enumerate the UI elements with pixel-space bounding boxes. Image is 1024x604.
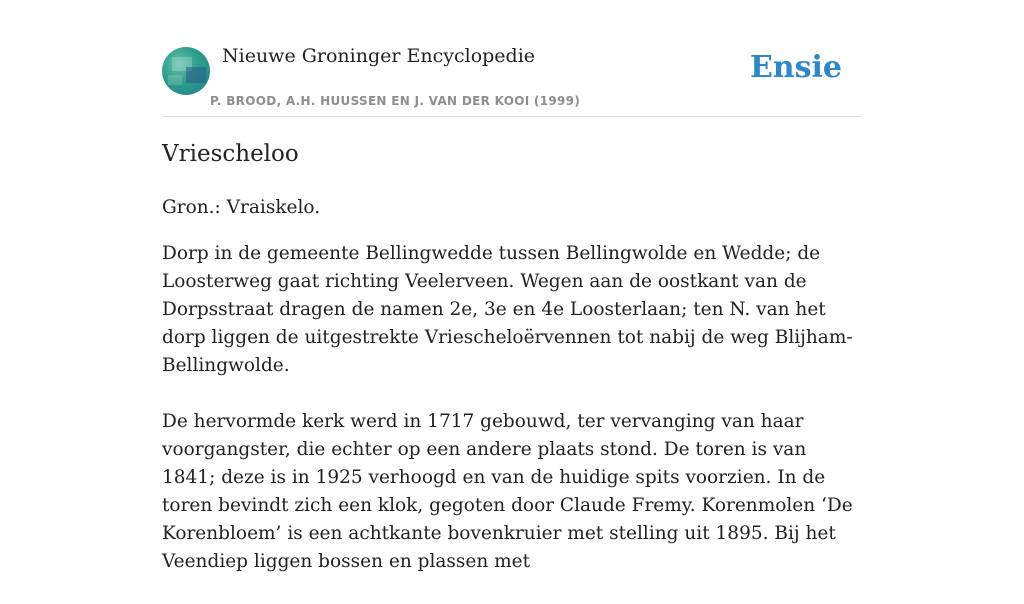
cover-art-shape <box>186 67 206 83</box>
entry-content <box>162 136 862 604</box>
source-title[interactable]: Nieuwe Groninger Encyclopedie <box>222 45 536 67</box>
book-cover-avatar[interactable] <box>162 47 210 95</box>
source-header <box>162 0 862 117</box>
entry-alias: Gron.: Vraiskelo. <box>162 197 321 218</box>
entry-paragraph: De hervormde kerk werd in 1717 gebouwd, ter vervanging van haar voorgangster, die echter op een andere plaats stond. De toren is van 1841; deze is in 1925 verhoogd en van de huidige spits voorzien. In de toren bevindt zich een klok, gegoten door Claude Fremy. Korenmolen ‘De Korenbloem’ is een achtkante bovenkruier met stelling uit 1895. Bij het Veendiep liggen bossen en plassen met <box>162 411 853 572</box>
cover-art-shape <box>168 75 182 85</box>
source-authors: P. BROOD, A.H. HUUSSEN EN J. VAN DER KOOI (1999) <box>210 94 581 108</box>
entry-title: Vriescheloo <box>162 141 299 167</box>
ensie-logo[interactable]: Ensie <box>749 50 842 85</box>
entry-paragraph: Dorp in de gemeente Bellingwedde tussen Bellingwolde en Wedde; de Loosterweg gaat richting Veelerveen. Wegen aan de oostkant van de Dorpsstraat dragen de namen 2e, 3e en 4e Loosterlaan; ten N. van het dorp liggen de uitgestrekte Vriescheloërvennen tot nabij de weg Blijham-Bellingwolde. <box>162 243 853 376</box>
